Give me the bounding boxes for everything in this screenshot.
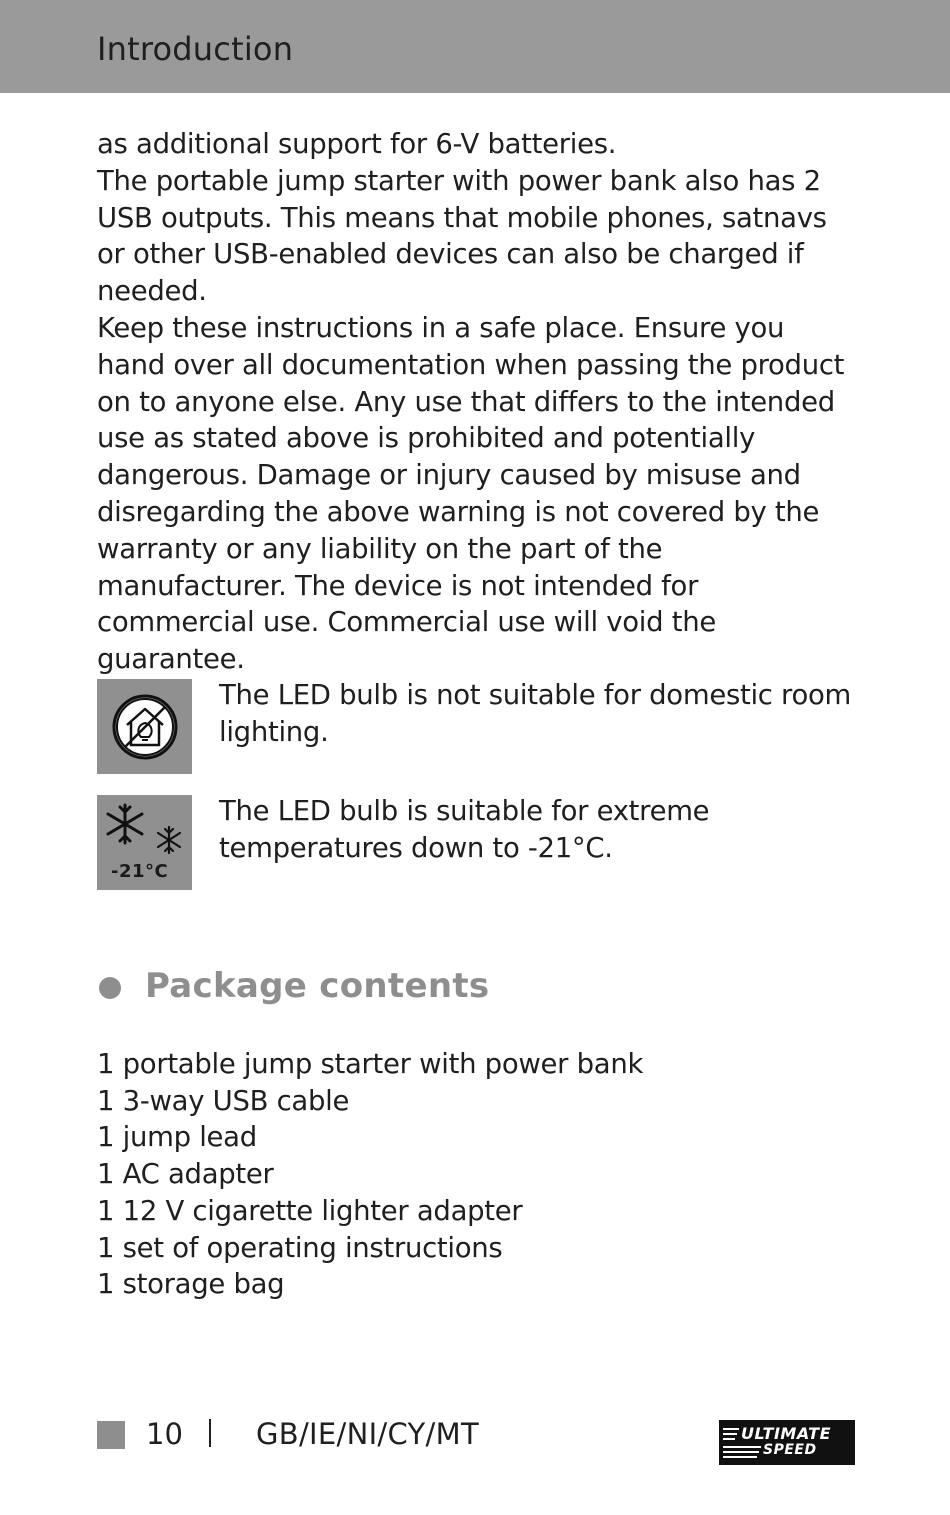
package-contents-heading [97, 966, 857, 1010]
no-household-lighting-icon [97, 679, 192, 774]
notice-text: The LED bulb is suitable for extreme temperatures down to -21°C. [219, 795, 710, 864]
list-item: 1 jump lead [97, 1121, 257, 1154]
intro-paragraph: Keep these instructions in a safe place. Ensure you hand over all documentation when passing the product on to anyone else. Any use that differs to the intended use as stated above is prohibited and potentially dangerous. Damage or injury caused by misuse and disregarding the above warning is not covered by the warranty or any liability on the part of the manufacturer. The device is not intended for commercial use. Commercial use will void the guarantee. [97, 311, 845, 676]
region-codes: GB/IE/NI/CY/MT [256, 1417, 479, 1451]
intro-text [97, 126, 857, 678]
low-temperature-icon [97, 795, 192, 890]
intro-paragraph: as additional support for 6-V batteries. [97, 128, 617, 160]
list-item: 1 portable jump starter with power bank [97, 1048, 644, 1080]
section-title: Introduction [97, 30, 294, 68]
ultimate-speed-logo [719, 1420, 855, 1465]
intro-paragraph: The portable jump starter with power bank also has 2 USB outputs. This means that mobile phones, satnavs or other USB-enabled devices can also be charged if needed. [97, 164, 827, 308]
list-item: 1 storage bag [97, 1268, 285, 1301]
logo-wordmark-bottom: SPEED [763, 1442, 817, 1458]
list-item: 1 set of operating instructions [97, 1231, 503, 1264]
list-item: 1 3-way USB cable [97, 1084, 350, 1117]
temperature-label: -21°C [111, 861, 169, 882]
page-header [0, 0, 950, 93]
footer-marker [97, 1421, 125, 1449]
logo-wordmark-top: ULTIMATE [741, 1424, 832, 1443]
heading-text: Package contents [145, 966, 490, 1006]
package-contents-list [97, 1046, 643, 1303]
notice-text: The LED bulb is not suitable for domestic room lighting. [219, 679, 851, 748]
list-item: 1 AC adapter [97, 1158, 274, 1191]
bullet-icon [99, 977, 121, 999]
page-number: 10 [146, 1417, 183, 1451]
list-item: 1 12 V cigarette lighter adapter [97, 1194, 523, 1227]
footer-divider [209, 1419, 211, 1447]
